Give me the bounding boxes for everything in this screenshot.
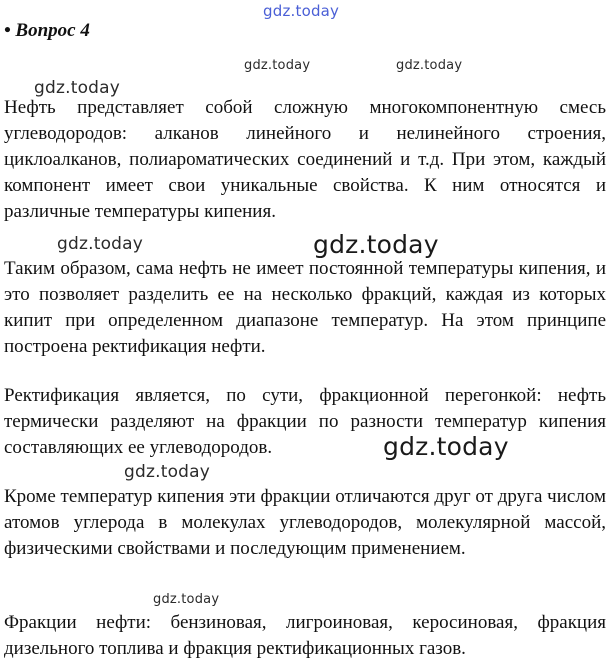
paragraph-rectification: Ректификация является, по сути, фракционной перегонкой: нефть термически разделяют на фракции по разности температур кипения составляющих ее углеводородов. bbox=[4, 385, 606, 458]
paragraph-oil-fractions: Фракции нефти: бензиновая, лигроиновая, керосиновая, фракция дизельного топлива и фракция ректификационных газов. bbox=[4, 612, 606, 659]
watermark: gdz.today bbox=[244, 58, 311, 73]
paragraph-boiling-range: Таким образом, сама нефть не имеет постоянной температуры кипения, и это позволяет разделить ее на несколько фракций, каждая из которых кипит при определенном диапазоне температур. На этом принципе построена ректификация нефти. bbox=[4, 258, 606, 357]
watermark: gdz.today bbox=[153, 592, 220, 607]
paragraph-oil-composition: Нефть представляет собой сложную многокомпонентную смесь углеводородов: алканов линейного и нелинейного строения, циклоалканов, полиароматических соединений и т.д. При этом, каждый компонент имеет свои уникальные свойства. К ним относятся и различные температуры кипения. bbox=[4, 97, 606, 222]
question-heading: • Вопрос 4 bbox=[4, 20, 90, 41]
watermark: gdz.today bbox=[383, 432, 509, 461]
watermark: gdz.today bbox=[313, 230, 439, 259]
watermark: gdz.today bbox=[57, 234, 144, 254]
watermark-top: gdz.today bbox=[263, 2, 340, 20]
paragraph-fraction-differences: Кроме температур кипения эти фракции отличаются друг от друга числом атомов углерода в молекулах углеводородов, молекулярной массой, физическими свойствами и последующим применением. bbox=[4, 486, 606, 559]
watermark: gdz.today bbox=[396, 58, 463, 73]
watermark: gdz.today bbox=[34, 78, 121, 98]
watermark: gdz.today bbox=[124, 462, 211, 482]
